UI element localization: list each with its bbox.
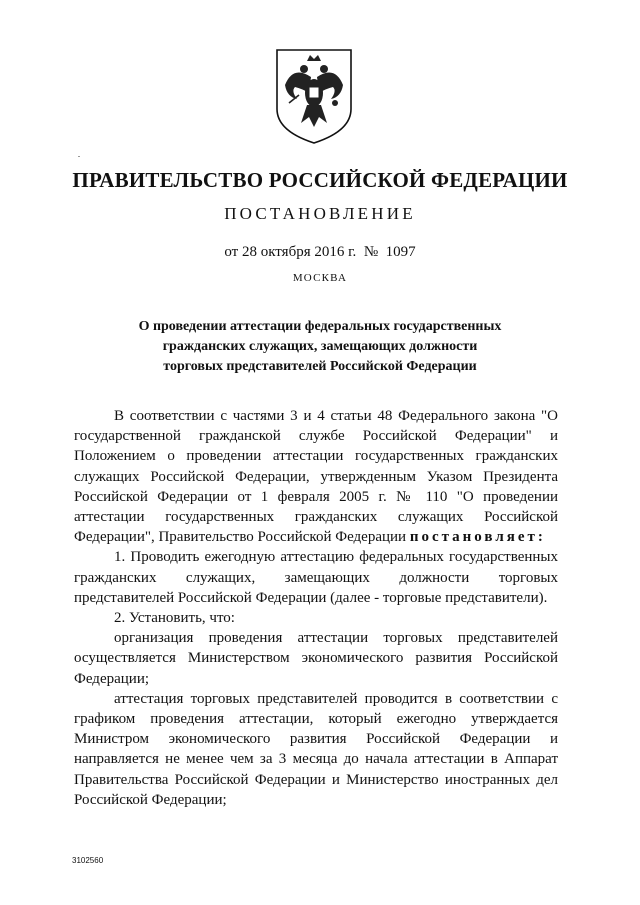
document-type: ПОСТАНОВЛЕНИЕ <box>224 204 416 223</box>
subject-line: гражданских служащих, замещающих должности <box>162 339 478 354</box>
date-number-line <box>0 244 640 261</box>
subject-line: О проведении аттестации федеральных государственных <box>138 319 502 334</box>
number-sign: № <box>363 244 379 260</box>
clause-paragraph: 2. Установить, что: <box>114 610 235 627</box>
document-date: от 28 октября 2016 г. <box>224 244 357 260</box>
government-title: ПРАВИТЕЛЬСТВО РОССИЙСКОЙ ФЕДЕРАЦИИ <box>72 168 568 192</box>
decree-keyword: постановляет: <box>409 529 546 546</box>
preamble-paragraph <box>74 406 558 547</box>
document-subject <box>100 317 540 377</box>
preamble-text: В соответствии с частями 3 и 4 статьи 48 Федерального закона "О государственной гражданской службе Российской Федерации" и Положением о проведении аттестации государственных гражданских служащих Российской Федерации, утвержденным Указом Президента Российской Федерации от 1 февраля 2005 г. № 110 "О проведении аттестации государственных гражданских служащих Российской Федерации", Правительство Российской Федерации <box>74 408 558 546</box>
clause-paragraph: организация проведения аттестации торговых представителей осуществляется Министерством экономического развития Российской Федерации; <box>74 630 558 687</box>
clause-paragraph: аттестация торговых представителей проводится в соответствии с графиком проведения аттестации, который ежегодно утверждается Министром экономического развития Российской Федерации и направляется не менее чем за 3 месяца до начала аттестации в Аппарат Правительства Российской Федерации и Министерство иностранных дел Российской Федерации; <box>74 690 558 808</box>
document-number: 1097 <box>385 244 416 260</box>
document-body <box>74 406 558 810</box>
scan-speck <box>78 156 80 157</box>
subject-line: торговых представителей Российской Федерации <box>163 359 477 374</box>
document-code: 3102560 <box>72 856 104 865</box>
clause-paragraph: 1. Проводить ежегодную аттестацию федеральных государственных гражданских служащих, замещающих должности торговых представителей Российской Федерации (далее - торговые представители). <box>74 549 558 606</box>
city: МОСКВА <box>292 272 348 284</box>
coat-of-arms-emblem <box>273 47 355 145</box>
